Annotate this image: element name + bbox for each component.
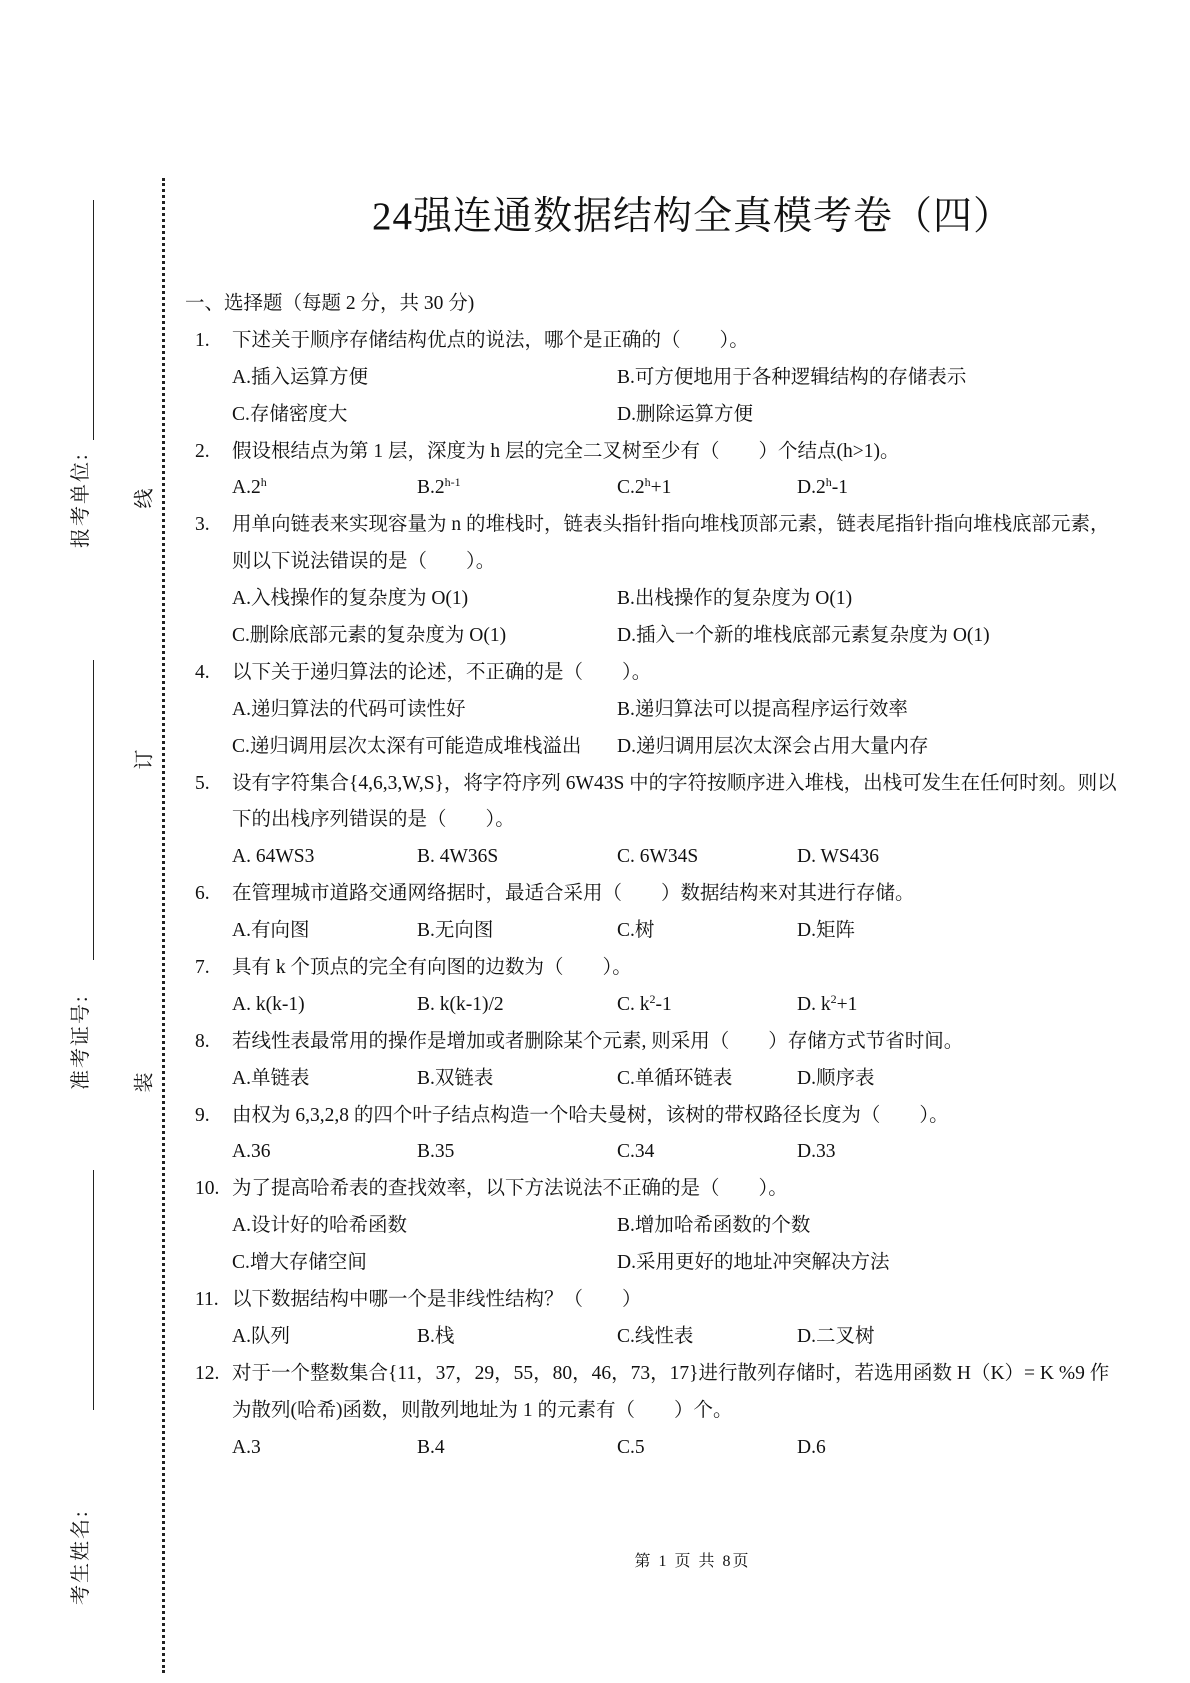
option-text: C.增大存储空间 [232, 1252, 367, 1274]
binding-dotted-line [162, 178, 165, 1673]
question-number: 11. [195, 1289, 219, 1311]
option-c [617, 470, 671, 507]
option-b [417, 1061, 493, 1098]
question-text: 则以下说法错误的是（ ）。 [232, 551, 496, 573]
question-line [195, 1282, 1175, 1319]
option-text: B.双链表 [417, 1067, 494, 1089]
option-text: D.6 [797, 1436, 826, 1458]
option-c [617, 913, 654, 950]
option-d [797, 1061, 874, 1098]
option-text: D.插入一个新的堆栈底部元素复杂度为 O(1) [617, 625, 990, 647]
option-d [797, 470, 848, 507]
question-line [195, 802, 1175, 839]
question-line [195, 766, 1175, 803]
question-text: 下述关于顺序存储结构优点的说法，哪个是正确的（ ）。 [232, 329, 749, 351]
exam-id-label: 准考证号: [70, 994, 92, 1090]
options-row [195, 1134, 1175, 1171]
option-text: C.线性表 [617, 1325, 694, 1347]
option-b [617, 581, 852, 618]
option-c [617, 1061, 732, 1098]
option-text: B.出栈操作的复杂度为 O(1) [617, 588, 853, 610]
option-text: B.可方便地用于各种逻辑结构的存储表示 [617, 366, 967, 388]
option-text: C.删除底部元素的复杂度为 O(1) [232, 625, 507, 647]
option-d [797, 1430, 826, 1467]
binding-char-ding: 订 [133, 749, 156, 770]
option-text: B.35 [417, 1141, 455, 1163]
question-section [185, 286, 1175, 1467]
question-text: 在管理城市道路交通网络据时，最适合采用（ ）数据结构来对其进行存储。 [232, 883, 915, 905]
option-text: B.2 [417, 477, 445, 499]
option-text: B.递归算法可以提高程序运行效率 [617, 698, 908, 720]
question-text: 为散列(哈希)函数，则散列地址为 1 的元素有（ ）个。 [232, 1399, 733, 1421]
option-tail: -1 [655, 993, 672, 1015]
question-line [195, 507, 1175, 544]
option-text: D.矩阵 [797, 920, 855, 942]
question-number: 1. [195, 329, 210, 351]
option-d [617, 729, 928, 766]
option-c [617, 1134, 654, 1171]
question-text: 用单向链表来实现容量为 n 的堆栈时，链表头指针指向堆栈顶部元素，链表尾指针指向堆栈底部元素， [232, 514, 1110, 536]
question-number: 2. [195, 440, 210, 462]
option-c [232, 1245, 367, 1282]
option-text: C.树 [617, 920, 655, 942]
option-text: A.3 [232, 1436, 261, 1458]
option-a [232, 1061, 309, 1098]
option-tail: -1 [831, 477, 848, 499]
option-d [797, 1134, 835, 1171]
option-text: B. 4W36S [417, 846, 499, 868]
question-line [195, 1171, 1175, 1208]
option-text: B.增加哈希函数的个数 [617, 1215, 811, 1237]
question-number: 10. [195, 1178, 220, 1200]
option-text: A.插入运算方便 [232, 366, 368, 388]
option-a [232, 360, 368, 397]
question-number: 9. [195, 1104, 210, 1126]
option-b [417, 913, 493, 950]
option-c [617, 1319, 693, 1356]
option-text: C.2 [617, 477, 645, 499]
option-text: C. k [617, 993, 650, 1015]
option-tail: +1 [650, 477, 672, 499]
option-a [232, 1319, 290, 1356]
option-text: C. 6W34S [617, 846, 699, 868]
option-text: B.栈 [417, 1325, 455, 1347]
options-row [195, 581, 1175, 618]
options-row [195, 470, 1175, 507]
option-text: D.采用更好的地址冲突解决方法 [617, 1252, 890, 1274]
option-b [417, 1430, 445, 1467]
option-a [232, 987, 305, 1024]
exam-id-underline [93, 660, 94, 960]
option-text: C.5 [617, 1436, 645, 1458]
option-c [232, 729, 581, 766]
question-text: 为了提高哈希表的查找效率，以下方法说法不正确的是（ ）。 [232, 1178, 788, 1200]
option-text: B.4 [417, 1436, 445, 1458]
question-number: 5. [195, 772, 210, 794]
option-text: B. k(k-1)/2 [417, 993, 504, 1015]
option-text: A.2 [232, 477, 261, 499]
option-text: A.单链表 [232, 1067, 310, 1089]
page-footer: 第 1 页 共 8页 [634, 1553, 751, 1570]
binding-char-xian: 线 [133, 488, 156, 509]
question-text: 以下关于递归算法的论述，不正确的是（ ）。 [232, 661, 652, 683]
option-d [797, 987, 857, 1024]
option-text: A.队列 [232, 1325, 290, 1347]
option-text: D.删除运算方便 [617, 403, 753, 425]
option-b [617, 1208, 810, 1245]
option-text: D.二叉树 [797, 1325, 875, 1347]
options-row [195, 1319, 1175, 1356]
option-c [232, 397, 347, 434]
options-row [195, 1245, 1175, 1282]
option-a [232, 1134, 270, 1171]
question-text: 下的出栈序列错误的是（ ）。 [232, 809, 515, 831]
options-row [195, 692, 1175, 729]
options-row [195, 987, 1175, 1024]
question-line [195, 876, 1175, 913]
option-superscript: h-1 [444, 475, 461, 490]
question-number: 4. [195, 661, 210, 683]
option-superscript: h [260, 475, 267, 490]
question-text: 由权为 6,3,2,8 的四个叶子结点构造一个哈夫曼树，该树的带权路径长度为（ ）。 [232, 1104, 949, 1126]
option-text: D.2 [797, 477, 826, 499]
binding-char-zhuang: 装 [133, 1072, 156, 1093]
option-text: A.入栈操作的复杂度为 O(1) [232, 588, 469, 610]
option-superscript: h [825, 475, 832, 490]
option-tail: +1 [836, 993, 858, 1015]
option-text: D. WS436 [797, 846, 879, 868]
option-d [617, 397, 753, 434]
options-row [195, 1208, 1175, 1245]
question-text: 若线性表最常用的操作是增加或者删除某个元素, 则采用（ ）存储方式节省时间。 [232, 1030, 964, 1052]
question-text: 设有字符集合{4,6,3,W,S}，将字符序列 6W43S 中的字符按顺序进入堆栈，出栈可发生在任何时刻。则以 [232, 772, 1117, 794]
option-b [617, 360, 966, 397]
option-d [797, 839, 879, 876]
option-text: B.无向图 [417, 920, 494, 942]
option-a [232, 692, 465, 729]
option-text: A. k(k-1) [232, 993, 305, 1015]
question-number: 12. [195, 1362, 220, 1384]
options-row [195, 729, 1175, 766]
options-row [195, 397, 1175, 434]
option-c [232, 618, 506, 655]
option-c [617, 1430, 645, 1467]
question-line [195, 1098, 1175, 1135]
question-line [195, 544, 1175, 581]
option-a [232, 581, 468, 618]
option-text: A.36 [232, 1141, 271, 1163]
options-row [195, 1061, 1175, 1098]
option-b [417, 987, 504, 1024]
option-text: D.顺序表 [797, 1067, 875, 1089]
question-line [195, 434, 1175, 471]
option-b [417, 1319, 454, 1356]
question-line [195, 950, 1175, 987]
option-text: A.设计好的哈希函数 [232, 1215, 407, 1237]
option-a [232, 839, 314, 876]
question-line [195, 655, 1175, 692]
option-text: D.递归调用层次太深会占用大量内存 [617, 735, 929, 757]
option-d [797, 1319, 874, 1356]
exam-unit-label: 报考单位: [70, 452, 92, 548]
option-text: C.单循环链表 [617, 1067, 733, 1089]
question-text: 以下数据结构中哪一个是非线性结构？（ ） [232, 1289, 642, 1311]
option-c [617, 839, 698, 876]
option-a [232, 913, 309, 950]
question-line [195, 1024, 1175, 1061]
question-text: 假设根结点为第 1 层，深度为 h 层的完全二叉树至少有（ ）个结点(h>1)。 [232, 440, 900, 462]
option-b [617, 692, 908, 729]
options-row [195, 913, 1175, 950]
question-number: 6. [195, 883, 210, 905]
option-superscript: h [644, 475, 651, 490]
question-line [195, 1356, 1175, 1393]
option-a [232, 1208, 407, 1245]
option-a [232, 470, 267, 507]
name-underline [93, 1170, 94, 1410]
option-c [617, 987, 672, 1024]
option-b [417, 839, 498, 876]
option-text: A.递归算法的代码可读性好 [232, 698, 466, 720]
options-row [195, 360, 1175, 397]
option-superscript: 2 [830, 991, 837, 1006]
options-row [195, 839, 1175, 876]
option-text: A. 64WS3 [232, 846, 315, 868]
option-text: C.34 [617, 1141, 655, 1163]
option-d [617, 1245, 889, 1282]
option-b [417, 1134, 454, 1171]
option-text: D. k [797, 993, 831, 1015]
option-a [232, 1430, 261, 1467]
candidate-name-label: 考生姓名: [70, 1509, 92, 1605]
option-text: D.33 [797, 1141, 836, 1163]
options-row [195, 618, 1175, 655]
option-text: C.递归调用层次太深有可能造成堆栈溢出 [232, 735, 582, 757]
question-text: 对于一个整数集合{11，37，29，55，80，46，73，17}进行散列存储时，若选用函数 H（K）= K %9 作 [232, 1362, 1110, 1384]
option-b [417, 470, 461, 507]
option-text: C.存储密度大 [232, 403, 348, 425]
question-text: 具有 k 个顶点的完全有向图的边数为（ ）。 [232, 957, 632, 979]
option-d [797, 913, 855, 950]
options-row [195, 1430, 1175, 1467]
option-d [617, 618, 990, 655]
question-line [195, 323, 1175, 360]
question-line [195, 1393, 1175, 1430]
option-text: A.有向图 [232, 920, 310, 942]
question-number: 8. [195, 1030, 210, 1052]
option-superscript: 2 [649, 991, 656, 1006]
section-heading: 一、选择题（每题 2 分，共 30 分) [185, 293, 475, 314]
question-number: 3. [195, 514, 210, 536]
page-title: 24强连通数据结构全真模考卷（四） [371, 195, 1013, 238]
question-number: 7. [195, 957, 210, 979]
